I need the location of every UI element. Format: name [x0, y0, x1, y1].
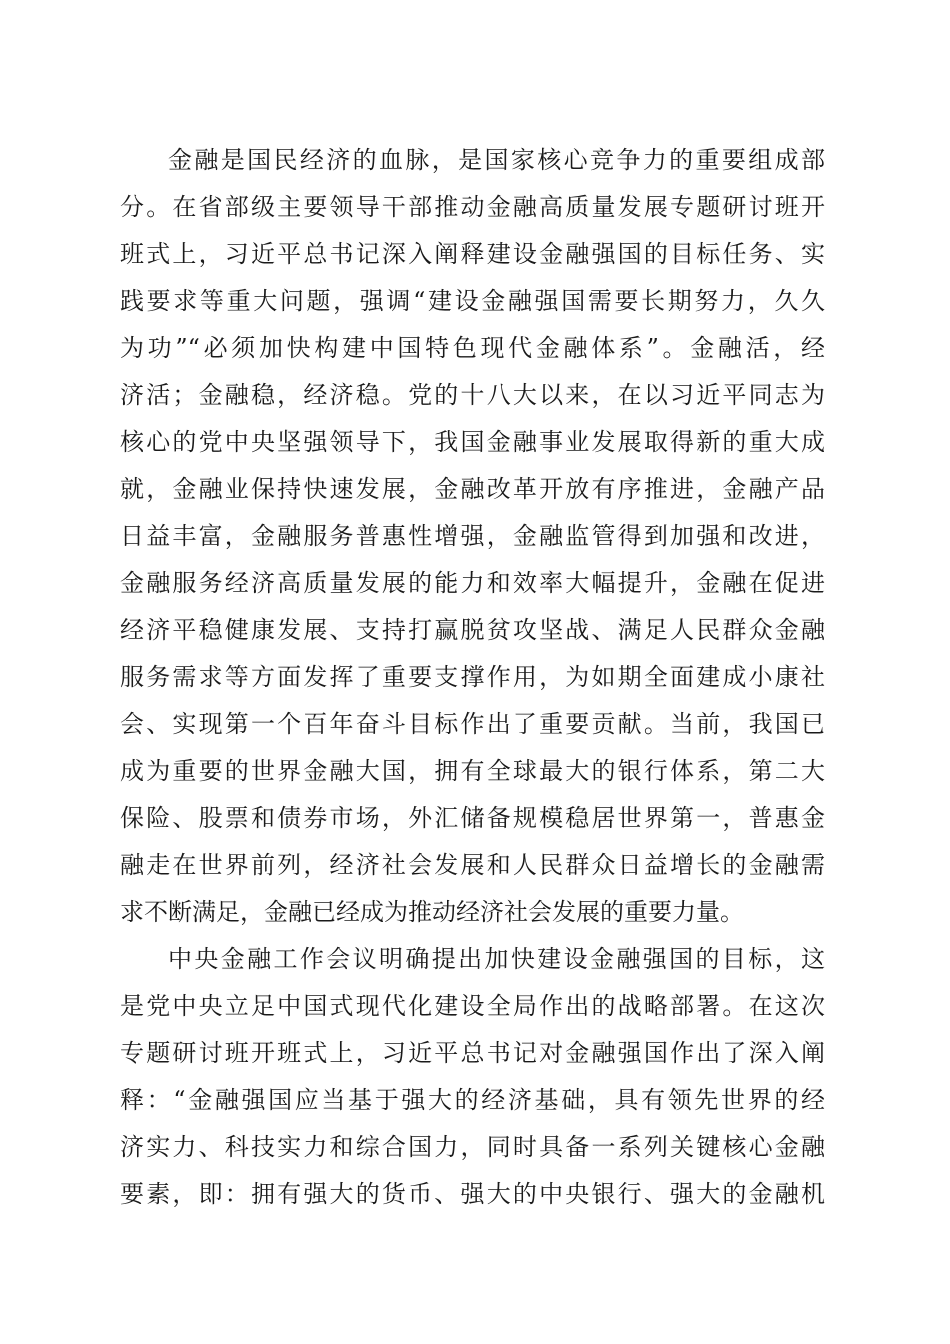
paragraph-line: 济活；金融稳，经济稳。党的十八大以来，在以习近平同志为	[120, 381, 825, 409]
paragraph-line: 专题研讨班开班式上，习近平总书记对金融强国作出了深入阐	[120, 1039, 825, 1067]
paragraph-line: 成为重要的世界金融大国，拥有全球最大的银行体系，第二大	[120, 757, 825, 785]
paragraph-line: 融走在世界前列，经济社会发展和人民群众日益增长的金融需	[120, 851, 825, 879]
paragraph-line: 保险、股票和债券市场，外汇储备规模稳居世界第一，普惠金	[120, 804, 825, 832]
paragraph-line: 会、实现第一个百年奋斗目标作出了重要贡献。当前，我国已	[120, 710, 825, 738]
paragraph-line: 服务需求等方面发挥了重要支撑作用，为如期全面建成小康社	[120, 663, 825, 691]
paragraph-line: 日益丰富，金融服务普惠性增强，金融监管得到加强和改进，	[120, 522, 825, 550]
paragraph-line: 济实力、科技实力和综合国力，同时具备一系列关键核心金融	[120, 1133, 825, 1161]
paragraph-line: 求不断满足，金融已经成为推动经济社会发展的重要力量。	[120, 898, 744, 926]
paragraph-line: 核心的党中央坚强领导下，我国金融事业发展取得新的重大成	[120, 428, 825, 456]
paragraph-line: 经济平稳健康发展、支持打赢脱贫攻坚战、满足人民群众金融	[120, 616, 825, 644]
paragraph-line: 释：“金融强国应当基于强大的经济基础，具有领先世界的经	[120, 1086, 825, 1114]
paragraph-line: 践要求等重大问题，强调“建设金融强国需要长期努力，久久	[120, 287, 825, 315]
paragraph-line: 就，金融业保持快速发展，金融改革开放有序推进，金融产品	[120, 475, 825, 503]
paragraph-line: 为功”“必须加快构建中国特色现代金融体系”。金融活，经	[120, 334, 825, 362]
paragraph-line: 金融服务经济高质量发展的能力和效率大幅提升，金融在促进	[120, 569, 825, 597]
paragraph-line: 金融是国民经济的血脉，是国家核心竞争力的重要组成部	[168, 146, 825, 174]
paragraph-line: 中央金融工作会议明确提出加快建设金融强国的目标，这	[168, 945, 825, 973]
paragraph-line: 班式上，习近平总书记深入阐释建设金融强国的目标任务、实	[120, 240, 825, 268]
paragraph-line: 是党中央立足中国式现代化建设全局作出的战略部署。在这次	[120, 992, 825, 1020]
paragraph-line: 分。在省部级主要领导干部推动金融高质量发展专题研讨班开	[120, 193, 825, 221]
paragraph-line: 要素，即：拥有强大的货币、强大的中央银行、强大的金融机	[120, 1180, 825, 1208]
